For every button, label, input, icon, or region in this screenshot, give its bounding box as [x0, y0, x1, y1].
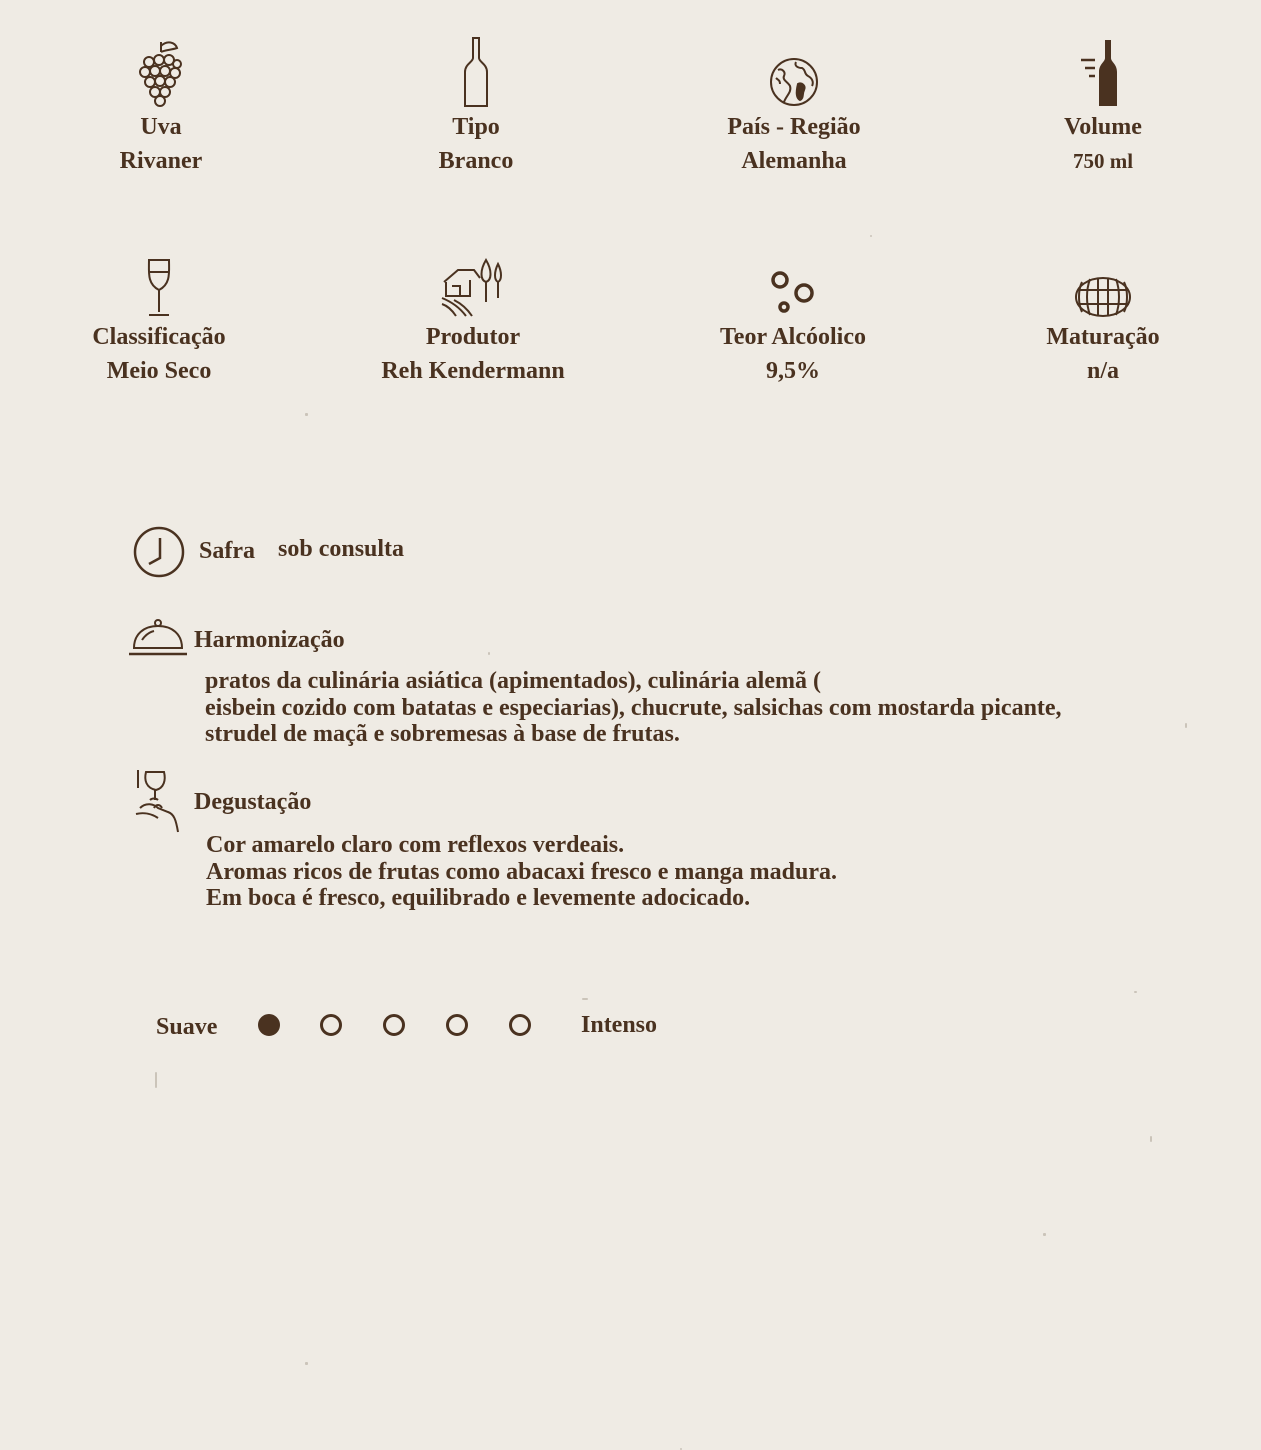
intensity-dot [446, 1014, 468, 1036]
attribute-country [664, 38, 924, 178]
harmonizacao-line: pratos da culinária asiática (apimentados), culinária alemã ( [205, 668, 821, 694]
attribute-label: Uva [140, 114, 182, 140]
degustacao-line: Aromas ricos de frutas como abacaxi fresco e manga madura. [206, 858, 838, 885]
intensity-dot [509, 1014, 531, 1036]
safra-value: sob consulta [278, 536, 405, 562]
attribute-value: Reh Kendermann [381, 358, 565, 384]
bottle-filled-icon [973, 38, 1233, 110]
attribute-label: País - Região [727, 114, 861, 140]
globe-icon [664, 38, 924, 110]
attribute-label: Classificação [92, 324, 226, 350]
grapes-icon [31, 38, 291, 110]
harmonizacao-text [205, 668, 1062, 748]
degustacao-title: Degustação [194, 789, 312, 815]
bottle-outline-icon [346, 38, 606, 110]
attribute-value: Meio Seco [106, 358, 212, 384]
attribute-type [346, 38, 606, 178]
attribute-label: Produtor [425, 324, 521, 350]
attribute-label: Teor Alcóolico [720, 324, 866, 350]
harmonizacao-line: eisbein cozido com batatas e especiarias), chucrute, salsichas com mostarda picante, [205, 694, 1062, 721]
degustacao-text [206, 832, 837, 912]
clock-icon [133, 526, 185, 583]
attribute-value: Rivaner [119, 148, 203, 174]
attribute-value: 750 ml [1072, 149, 1134, 173]
intensity-max-label: Intenso [581, 1012, 658, 1038]
tasting-hand-icon [134, 768, 182, 839]
intensity-min-label: Suave [156, 1014, 218, 1040]
intensity-dot [258, 1014, 280, 1036]
harmonizacao-line: strudel de maçã e sobremesas à base de frutas. [205, 721, 680, 747]
wine-glass-icon [29, 248, 289, 320]
attribute-value: 9,5% [766, 358, 820, 384]
intensity-dot [320, 1014, 342, 1036]
safra-label: Safra [199, 538, 255, 564]
attribute-label: Maturação [1046, 324, 1160, 350]
attribute-maturation [973, 248, 1233, 388]
intensity-dot [383, 1014, 405, 1036]
attribute-classification [29, 248, 289, 388]
barrel-icon [973, 248, 1233, 320]
attribute-label: Tipo [452, 114, 500, 140]
attribute-volume [973, 38, 1233, 178]
bubbles-icon [663, 248, 923, 320]
attribute-value: n/a [1086, 358, 1119, 384]
harmonizacao-title: Harmonização [194, 627, 345, 653]
winery-icon [343, 248, 603, 320]
degustacao-line: Cor amarelo claro com reflexos verdeais. [206, 832, 625, 858]
cloche-icon [128, 618, 188, 663]
degustacao-line: Em boca é fresco, equilibrado e levemente adocicado. [206, 885, 751, 911]
attribute-value: Branco [438, 148, 514, 174]
attribute-value: Alemanha [741, 148, 847, 174]
attribute-producer [343, 248, 603, 388]
attribute-grape [31, 38, 291, 178]
attribute-alcohol [663, 248, 923, 388]
attribute-label: Volume [1064, 114, 1142, 140]
